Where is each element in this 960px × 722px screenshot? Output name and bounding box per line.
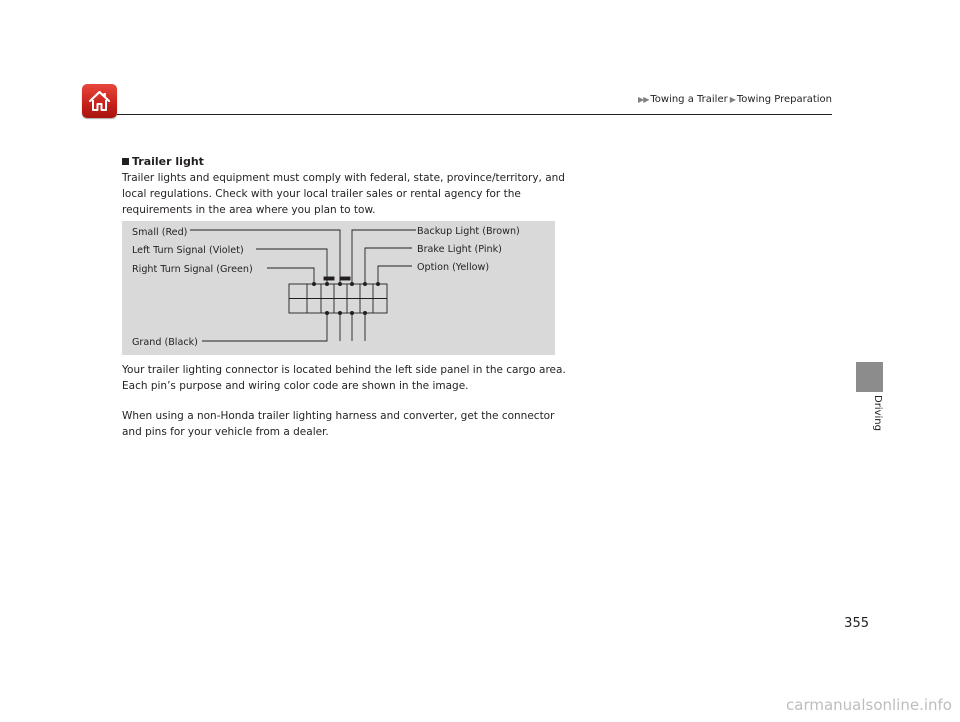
- paragraph-line: Your trailer lighting connector is located behind the left side panel in the cargo area.: [122, 364, 566, 376]
- connector-diagram: [122, 221, 555, 355]
- pin-dot-left-turn: [325, 282, 329, 286]
- intro-line: requirements in the area where you plan to tow.: [122, 204, 376, 216]
- connector-diagram-svg: [122, 221, 555, 355]
- harness-paragraph: [122, 408, 562, 440]
- leader-option: [378, 266, 412, 284]
- header-rule: [117, 114, 832, 115]
- square-bullet-icon: [122, 158, 129, 165]
- breadcrumb: [638, 94, 832, 105]
- chapter-tab-label[interactable]: Driving: [872, 395, 883, 431]
- connector-latch: [340, 277, 350, 280]
- pin-dot-small: [338, 282, 342, 286]
- paragraph-line: and pins for your vehicle from a dealer.: [122, 426, 329, 438]
- pin-dot-bottom: [350, 311, 354, 315]
- pin-dot-bottom: [363, 311, 367, 315]
- pin-dot-right-turn: [312, 282, 316, 286]
- leader-ground: [202, 313, 327, 341]
- pin-dot-option: [376, 282, 380, 286]
- home-icon: [88, 90, 111, 112]
- page-number: 355: [844, 616, 869, 631]
- leader-backup: [352, 230, 416, 284]
- pin-dot-ground: [325, 311, 329, 315]
- leader-right-turn: [267, 268, 314, 284]
- label-small: Small (Red): [132, 227, 188, 238]
- label-ground: Grand (Black): [132, 337, 198, 348]
- leader-small: [190, 230, 340, 284]
- label-brake: Brake Light (Pink): [417, 244, 502, 255]
- breadcrumb-item-towing-preparation[interactable]: Towing Preparation: [736, 94, 832, 105]
- home-button[interactable]: [82, 84, 117, 118]
- label-backup: Backup Light (Brown): [417, 226, 520, 237]
- paragraph-line: Each pin’s purpose and wiring color code are shown in the image.: [122, 380, 469, 392]
- chapter-tab[interactable]: [856, 362, 883, 392]
- label-left-turn: Left Turn Signal (Violet): [132, 245, 244, 256]
- label-right-turn: Right Turn Signal (Green): [132, 264, 253, 275]
- intro-line: local regulations. Check with your local trailer sales or rental agency for the: [122, 188, 521, 200]
- breadcrumb-arrow-icon: ▶▶: [638, 95, 649, 104]
- watermark: carmanualsonline.info: [786, 696, 952, 714]
- pin-dot-brake: [363, 282, 367, 286]
- label-option: Option (Yellow): [417, 262, 490, 273]
- section-title: [122, 155, 204, 168]
- connector-location-paragraph: [122, 362, 566, 394]
- pin-dot-bottom: [338, 311, 342, 315]
- connector-latch: [324, 277, 334, 280]
- breadcrumb-arrow-icon: ▶: [729, 95, 735, 104]
- leader-left-turn: [256, 249, 327, 284]
- section-title-text: Trailer light: [132, 155, 204, 168]
- pin-dot-backup: [350, 282, 354, 286]
- breadcrumb-item-towing-trailer[interactable]: Towing a Trailer: [650, 94, 728, 105]
- paragraph-line: When using a non-Honda trailer lighting harness and converter, get the connector: [122, 410, 555, 422]
- intro-line: Trailer lights and equipment must comply with federal, state, province/territory, and: [122, 172, 565, 184]
- intro-paragraph: [122, 170, 565, 218]
